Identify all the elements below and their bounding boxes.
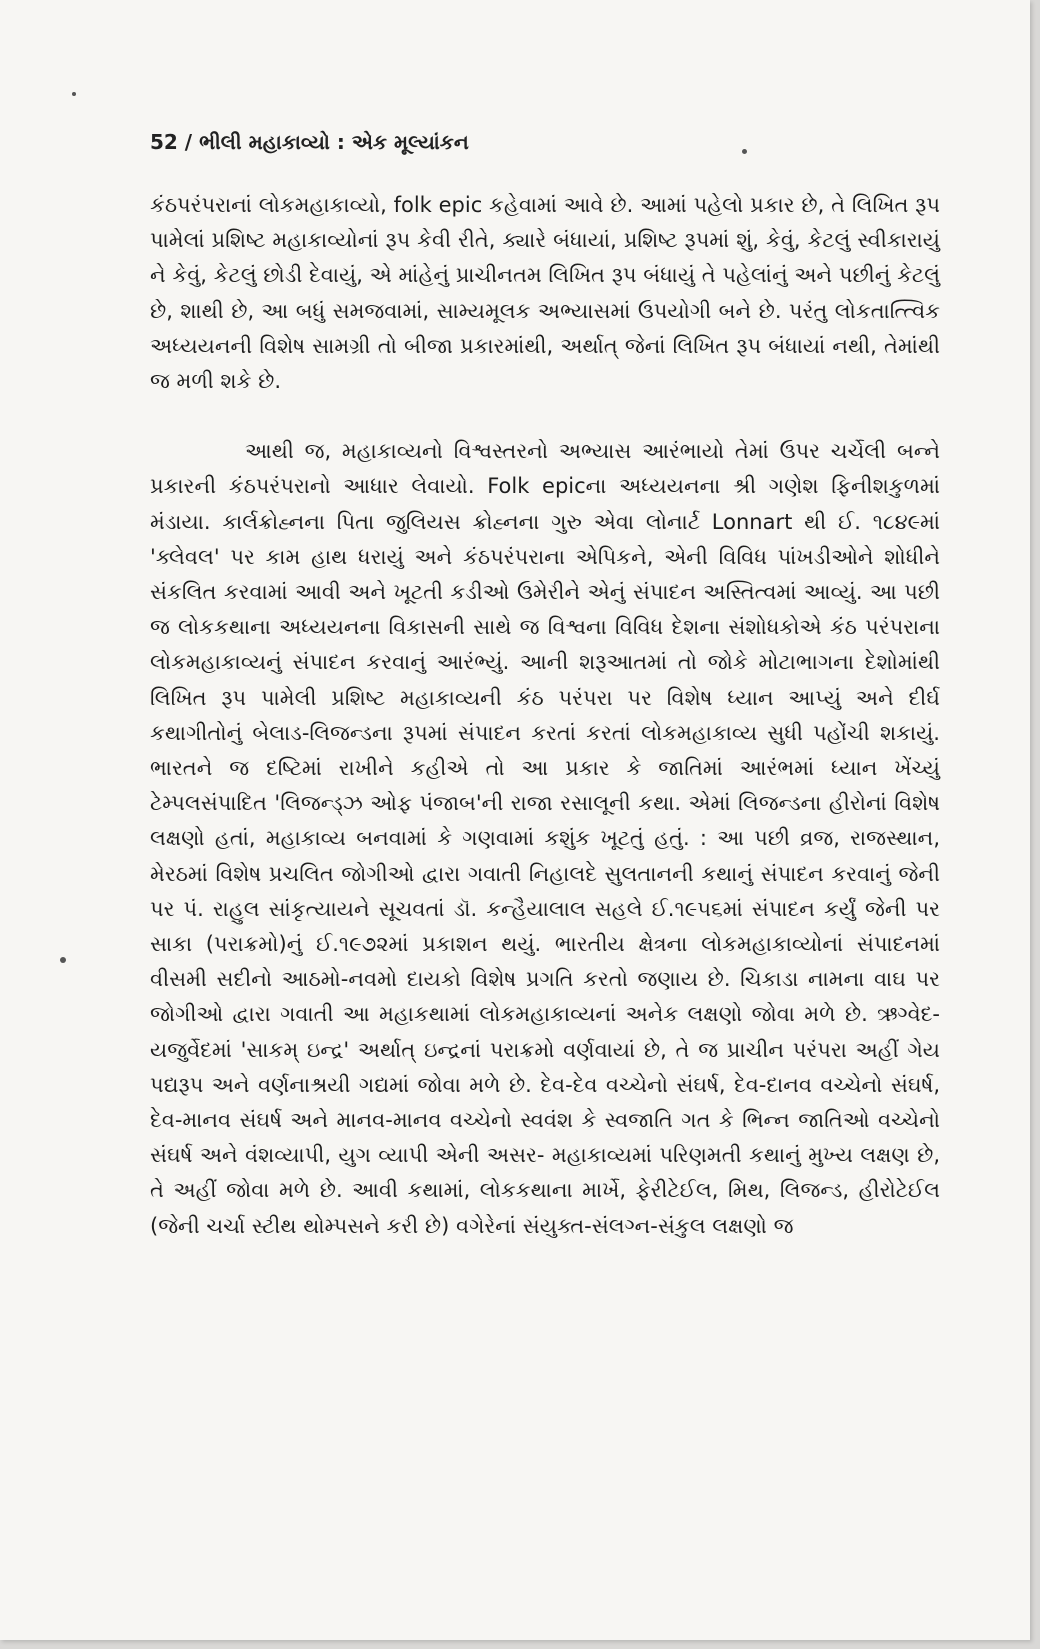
paragraph-2: આથી જ, મહાકાવ્યનો વિશ્વસ્તરનો અભ્યાસ આરંભાયો તેમાં ઉપર ચર્ચેલી બન્ને પ્રકારની કંઠપરંપરાનો આધાર લેવાયો. Folk epicના અધ્યયનના શ્રી ગણેશ ફિનીશકુળમાં મંડાયા. કાર્લક્રોહ્નના પિતા જુલિયસ ક્રોહ્નના ગુરુ એવા લોનાર્ટ Lonnart થી ઈ. ૧૮૪૯માં 'ક્લેવલ' પર કામ હાથ ધરાયું અને કંઠપરંપરાના એપિકને, એની વિવિધ પાંખડીઓને શોધીને સંકલિત કરવામાં આવી અને ખૂટતી કડીઓ ઉમેરીને એનું સંપાદન અસ્તિત્વમાં આવ્યું. આ પછી જ લોકકથાના અધ્યયનના વિકાસની સાથે જ વિશ્વના વિવિધ દેશના સંશોધકોએ કંઠ પરંપરાના લોકમહાકાવ્યનું સંપાદન કરવાનું આરંભ્યું. આની શરૂઆતમાં તો જોકે મોટાભાગના દેશોમાંથી લિખિત રૂપ પામેલી પ્રશિષ્ટ મહાકાવ્યની કંઠ પરંપરા પર વિશેષ ધ્યાન આપ્યું અને દીર્ઘ કથાગીતોનું બેલાડ-લિજન્ડના રૂપમાં સંપાદન કરતાં કરતાં લોકમહાકાવ્ય સુધી પહોંચી શકાયું. ભારતને જ દષ્ટિમાં રાખીને કહીએ તો આ પ્રકાર કે જાતિમાં આરંભમાં ધ્યાન ખેંચ્યું ટેમ્પલસંપાદિત 'લિજન્ડ્ઝ ઓફ પંજાબ'ની રાજા રસાલૂની કથા. એમાં લિજન્ડના હીરોનાં વિશેષ લક્ષણો હતાં, મહાકાવ્ય બનવામાં કે ગણવામાં કશુંક ખૂટતું હતું. : આ પછી વ્રજ, રાજસ્થાન, મેરઠમાં વિશેષ પ્રચલિત જોગીઓ દ્વારા ગવાતી નિહાલદે સુલતાનની કથાનું સંપાદન કરવાનું જેની પર પં. રાહુલ સાંકૃત્યાયને સૂચવતાં ડૉ. કન્હૈયાલાલ સહલે ઈ.૧૯૫૬માં સંપાદન કર્યું જેની પર સાકા (પરાક્રમો)નું ઈ.૧૯૭૨માં પ્રકાશન થયું. ભારતીય ક્ષેત્રના લોકમહાકાવ્યોનાં સંપાદનમાં વીસમી સદીનો આઠમો-નવમો દાયકો વિશેષ પ્રગતિ કરતો જણાય છે. ચિકાડા નામના વાઘ પર જોગીઓ દ્વારા ગવાતી આ મહાકથામાં લોકમહાકાવ્યનાં અનેક લક્ષણો જોવા મળે છે. ઋગ્વેદ-યજુર્વેદમાં 'સાકમ્ ઇન્દ્ર' અર્થાત્ ઇન્દ્રનાં પરાક્રમો વર્ણવાયાં છે, તે જ પ્રાચીન પરંપરા અહીં ગેય પદ્યરૂપ અને વર્ણનાશ્રયી ગદ્યમાં જોવા મળે છે. દેવ-દેવ વચ્ચેનો સંઘર્ષ, દેવ-દાનવ વચ્ચેનો સંઘર્ષ, દેવ-માનવ સંઘર્ષ અને માનવ-માનવ વચ્ચેનો સ્વવંશ કે સ્વજાતિ ગત કે ભિન્ન જાતિઓ વચ્ચેનો સંઘર્ષ અને વંશવ્યાપી, યુગ વ્યાપી એની અસર- મહાકાવ્યમાં પરિણમતી કથાનું મુખ્ય લક્ષણ છે, તે અહીં જોવા મળે છે. આવી કથામાં, લોકકથાના માર્ખે, ફેરીટેઈલ, મિથ, લિજન્ડ, હીરોટેઈલ (જેની ચર્ચા સ્ટીથ થોમ્પસને કરી છે) વગેરેનાં સંયુક્ત-સંલગ્ન-સંકુલ લક્ષણો જ	[150, 439, 940, 1238]
page-header: 52 / ભીલી મહાકાવ્યો : એક મૂલ્યાંકન	[150, 130, 469, 154]
body-text	[150, 188, 940, 1244]
paragraph-1: કંઠપરંપરાનાં લોકમહાકાવ્યો, folk epic કહેવામાં આવે છે. આમાં પહેલો પ્રકાર છે, તે લિખિત રૂપ પામેલાં પ્રશિષ્ટ મહાકાવ્યોનાં રૂપ કેવી રીતે, ક્યારે બંધાયાં, પ્રશિષ્ટ રૂપમાં શું, કેવું, કેટલું સ્વીકારાયું ને કેવું, કેટલું છોડી દેવાયું, એ માંહેનું પ્રાચીનતમ લિખિત રૂપ બંધાયું તે પહેલાંનું અને પછીનું કેટલું છે, શાથી છે, આ બધું સમજવામાં, સામ્યમૂલક અભ્યાસમાં ઉપયોગી બને છે. પરંતુ લોકતાત્ત્વિક અધ્યયનની વિશેષ સામગ્રી તો બીજા પ્રકારમાંથી, અર્થાત્ જેનાં લિખિત રૂપ બંધાયાં નથી, તેમાંથી જ મળી શકે છે.	[150, 193, 940, 394]
paper-speck	[742, 149, 747, 154]
paper-speck	[60, 957, 66, 963]
paper-speck	[72, 92, 76, 96]
